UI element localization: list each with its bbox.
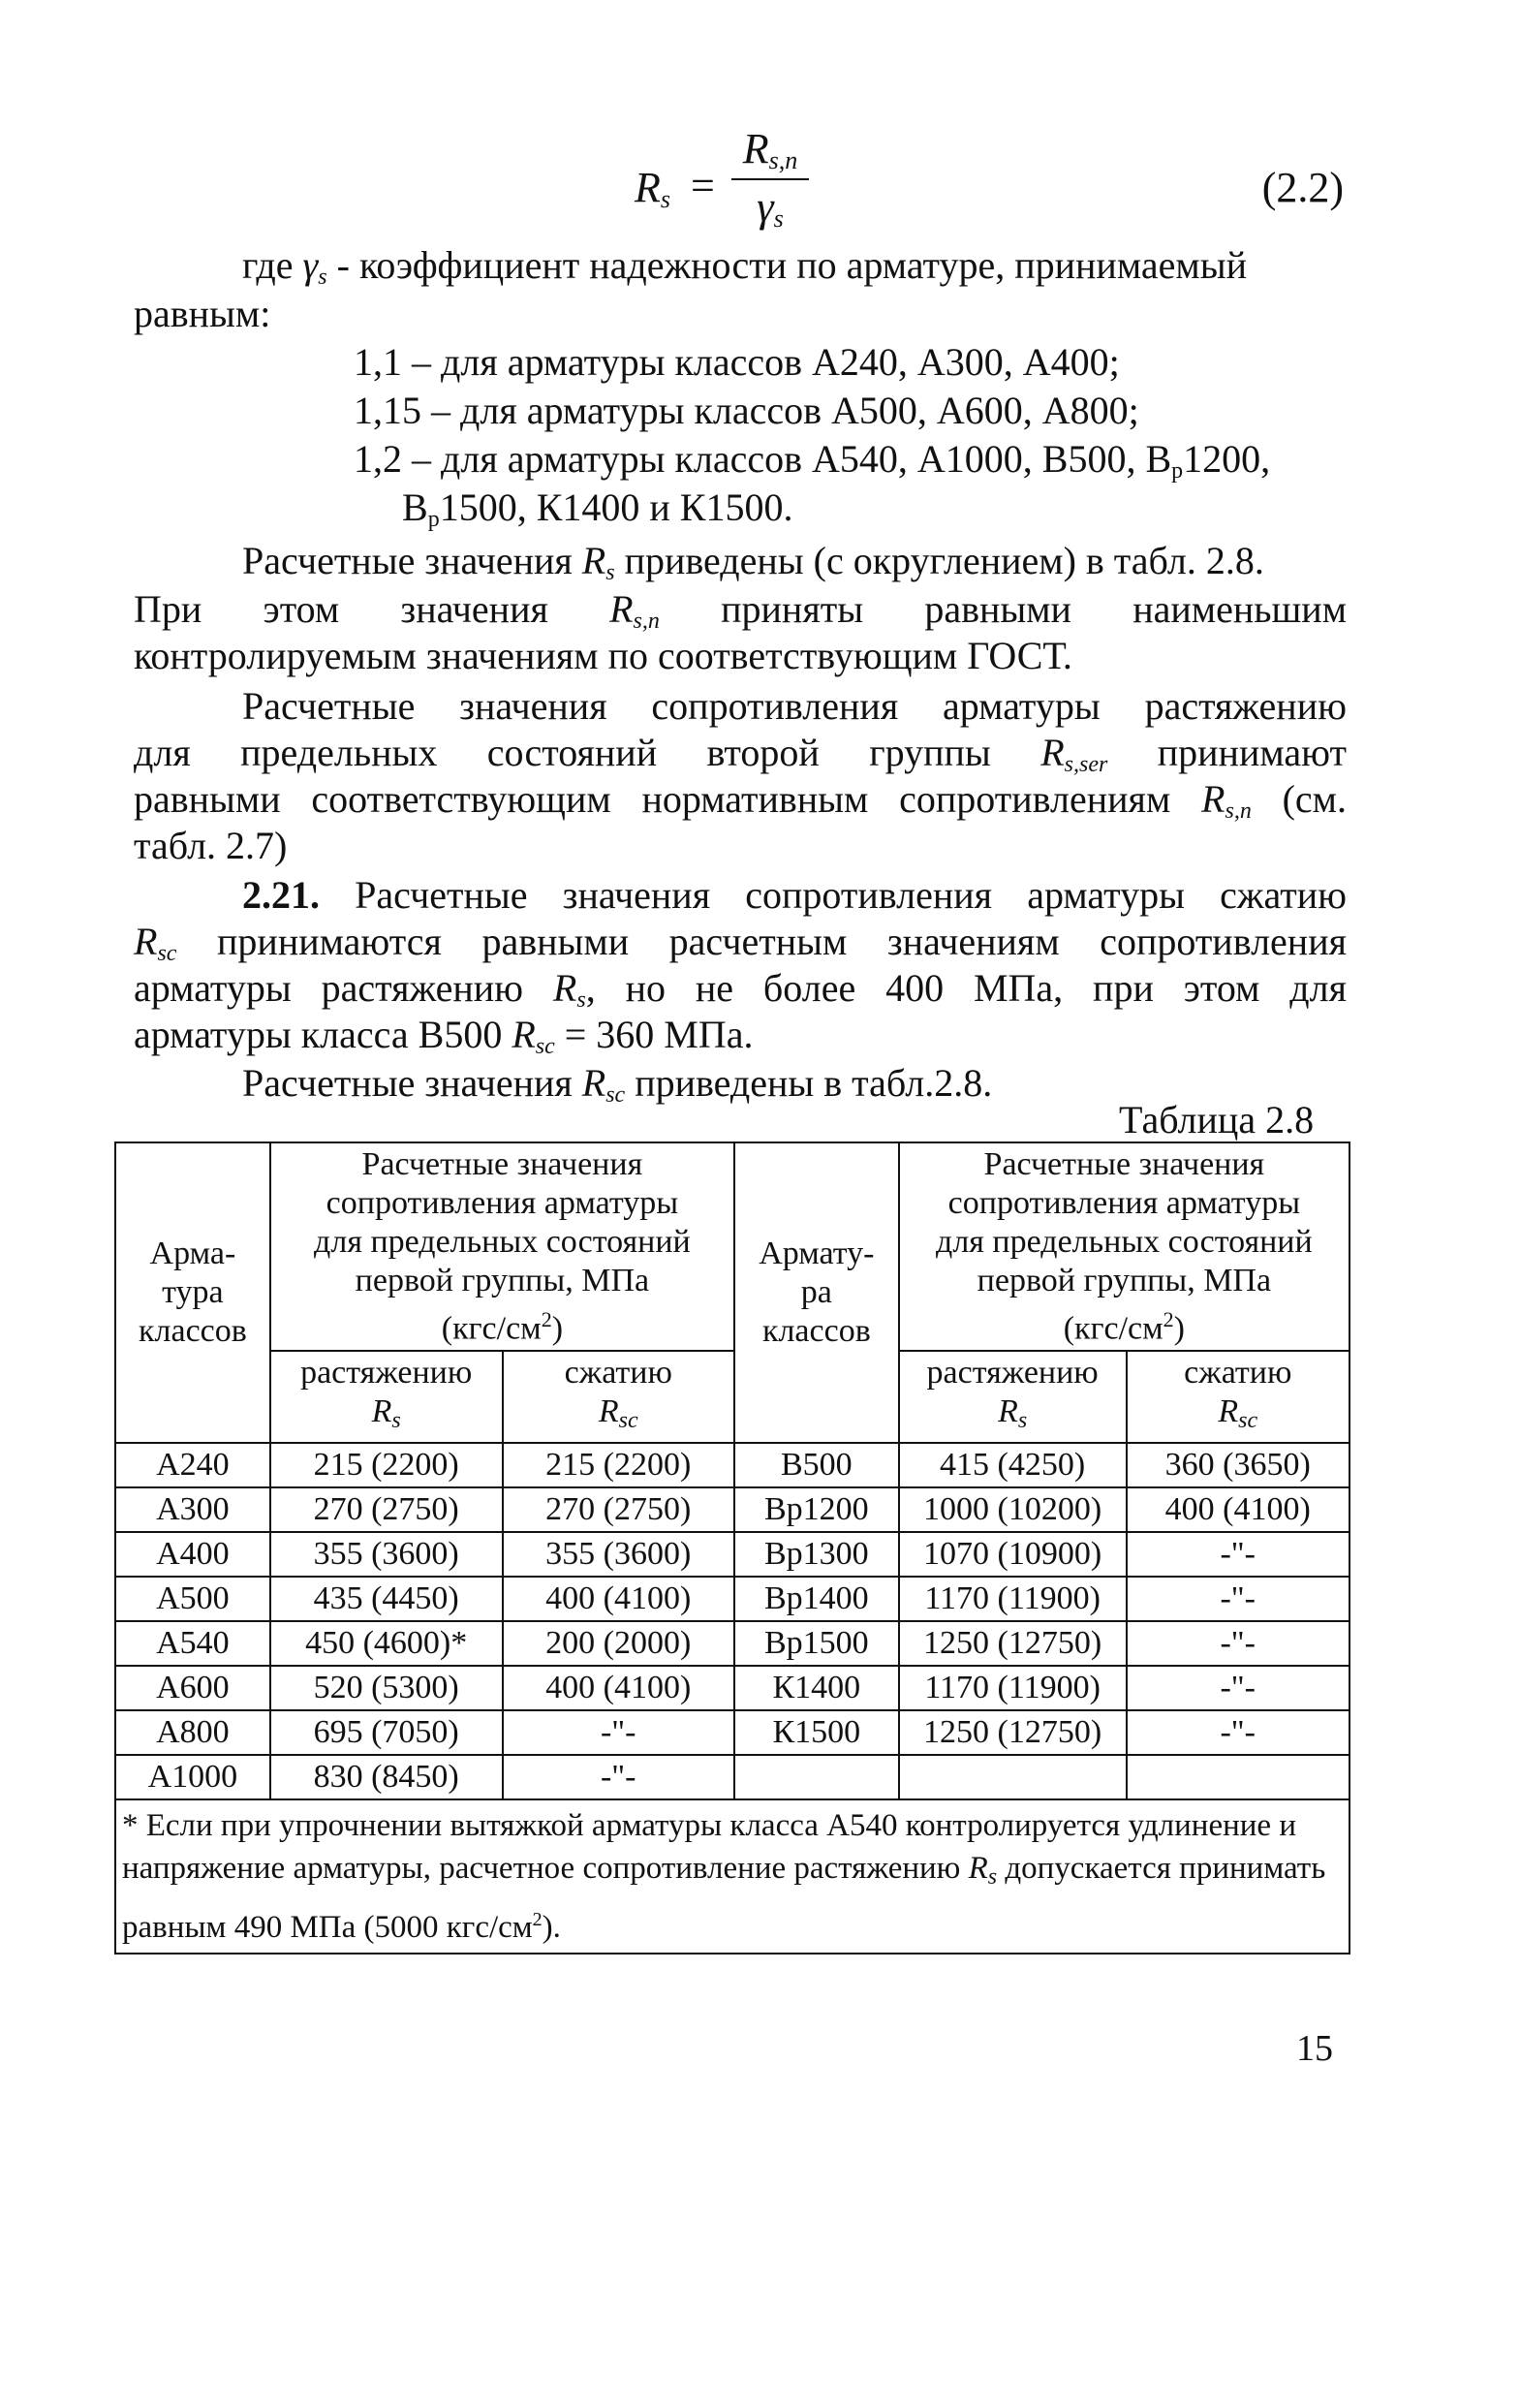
formula-lhs: $R_s$ (635, 164, 671, 213)
text: * Если при упрочнении вытяжкой арматуры класса А540 контролируется удлинение и напряжение арматуры, расчетное сопротивление растяжению (122, 1808, 1296, 1887)
paragraph-rs-line3: контролируемым значениям по соответствующим ГОСТ. (134, 634, 1072, 677)
cell-tension-left: 215 (2200) (270, 1443, 503, 1487)
text: = 360 МПа. (554, 1013, 754, 1056)
cell-compression-left: 270 (2750) (503, 1487, 734, 1532)
table-row (115, 1443, 1349, 1487)
text: равными соответствующим нормативным сопротивлениям (134, 777, 1202, 821)
cell-class-left: А400 (115, 1532, 270, 1577)
text: , но не более 400 МПа, при этом для (585, 966, 1348, 1010)
symbol-rsc: $R_{sc}$ (512, 1013, 555, 1059)
cell-compression-left: -"- (503, 1755, 734, 1799)
text: приведены (с округлением) в табл. 2.8. (614, 539, 1264, 582)
cell-tension-left: 355 (3600) (270, 1532, 503, 1577)
header-compression-right (1127, 1351, 1350, 1443)
cell-compression-left: 355 (3600) (503, 1532, 734, 1577)
table-row (115, 1532, 1349, 1577)
text: сжатию (1184, 1355, 1292, 1392)
fraction-numerator: $R_{s,n}$ (742, 125, 798, 174)
cell-tension-right: 1170 (11900) (899, 1577, 1127, 1621)
text: 1200, (1183, 437, 1271, 481)
text: приняты равными наименьшим (659, 587, 1347, 631)
cell-class-left: А540 (115, 1621, 270, 1666)
text: 2 (541, 1307, 552, 1331)
text: Расчетные значения (242, 539, 582, 582)
cell-class-right: Вр1400 (734, 1577, 899, 1621)
paragraph-gamma-def-cont: равным: (134, 292, 271, 335)
text: тура (162, 1274, 224, 1311)
symbol-rs: $R_s$ (998, 1393, 1028, 1434)
table-row (115, 1577, 1349, 1621)
symbol-rsn: $R_{s,n}$ (609, 587, 660, 634)
text: первой группы, МПа (977, 1263, 1272, 1298)
text: ) (1173, 1310, 1185, 1347)
cell-tension-right: 1070 (10900) (899, 1532, 1127, 1577)
formula-number: (2.2) (1261, 164, 1344, 211)
text: ) (551, 1310, 564, 1347)
text: р (1171, 458, 1184, 484)
table-row (115, 1487, 1349, 1532)
page-number: 15 (1296, 2028, 1333, 2069)
text: Расчетные значения (242, 1061, 582, 1105)
symbol-rs: $R_s$ (968, 1851, 998, 1891)
formula-fraction (731, 124, 809, 233)
cell-tension-left: 695 (7050) (270, 1710, 503, 1755)
symbol-rsser: $R_{s,ser}$ (1040, 731, 1108, 777)
header-tension-right (899, 1351, 1127, 1443)
cell-compression-right: -"- (1127, 1621, 1350, 1666)
cell-compression-left: 400 (4100) (503, 1666, 734, 1710)
cell-tension-right: 1250 (12750) (899, 1710, 1127, 1755)
text: где (242, 243, 303, 287)
cell-class-right: В500 (734, 1443, 899, 1487)
header-compression-left (503, 1351, 734, 1443)
text: сопротивления арматуры (947, 1185, 1301, 1221)
table-subheader-row (115, 1351, 1349, 1443)
table-caption: Таблица 2.8 (1119, 1098, 1315, 1141)
table-footnote (115, 1799, 1349, 1954)
text: растяжению (926, 1355, 1099, 1392)
cell-tension-right: 415 (4250) (899, 1443, 1127, 1487)
list-item-2: 1,15 – для арматуры классов А500, А600, А800; (354, 389, 1139, 432)
text: для предельных состояний (314, 1224, 691, 1260)
cell-tension-right: 1000 (10200) (899, 1487, 1127, 1532)
cell-class-right (734, 1755, 899, 1799)
text: ра (800, 1274, 832, 1311)
text: р (427, 507, 440, 532)
cell-tension-right: 1170 (11900) (899, 1666, 1127, 1710)
text: Расчетные значения (983, 1146, 1265, 1182)
cell-class-left: А1000 (115, 1755, 270, 1799)
text: для предельных состояний (936, 1224, 1313, 1260)
text: растяжению (300, 1355, 473, 1392)
symbol-rsc: $R_{sc}$ (1218, 1393, 1258, 1434)
table-2-8 (114, 1141, 1350, 1955)
cell-tension-left: 450 (4600)* (270, 1621, 503, 1666)
cell-class-left: А300 (115, 1487, 270, 1532)
paragraph-rsc-ref (242, 1060, 992, 1118)
header-class-right (734, 1142, 899, 1443)
text: принимают (1107, 731, 1347, 774)
symbol-rsn: $R_{s,n}$ (1201, 777, 1252, 824)
text: допускается принимать равным 490 МПа (5000 кгс/см (122, 1851, 1326, 1946)
cell-class-right: Вр1200 (734, 1487, 899, 1532)
text: ). (542, 1910, 561, 1946)
text: Арма- (149, 1235, 236, 1272)
text: классов (761, 1313, 871, 1350)
text: (см. (1251, 777, 1347, 821)
formula-2-2 (635, 124, 1390, 250)
text: 1500, К1400 и К1500. (439, 485, 793, 529)
cell-compression-left: 400 (4100) (503, 1577, 734, 1621)
cell-compression-right: -"- (1127, 1577, 1350, 1621)
symbol-rsc: $R_{sc}$ (598, 1393, 638, 1434)
cell-class-right: Вр1500 (734, 1621, 899, 1666)
symbol-rs: $R_s$ (371, 1393, 401, 1434)
text: В (402, 485, 428, 529)
cell-compression-right: 360 (3650) (1127, 1443, 1350, 1487)
text: арматуры класса В500 (134, 1013, 512, 1056)
paragraph-gamma-def (242, 242, 1347, 300)
symbol-rs: $R_s$ (552, 966, 586, 1013)
header-tension-left (270, 1351, 503, 1443)
table-header-row (115, 1142, 1349, 1351)
table-row (115, 1710, 1349, 1755)
text: первой группы, МПа (355, 1263, 650, 1298)
cell-compression-left: 215 (2200) (503, 1443, 734, 1487)
text: сжатию (564, 1355, 672, 1392)
cell-class-left: А240 (115, 1443, 270, 1487)
text: классов (139, 1313, 247, 1350)
text: Расчетные значения сопротивления арматуры сжатию (320, 873, 1347, 917)
text: Армату- (759, 1235, 875, 1272)
text: принимаются равными расчетным значениям сопротивления (176, 920, 1347, 963)
fraction-denominator: $\gamma_s$ (757, 183, 784, 233)
text: (кгс/см (1063, 1310, 1163, 1347)
fraction-bar (731, 178, 809, 180)
paragraph-ser-line1: Расчетные значения сопротивления арматуры растяжению (242, 684, 1347, 728)
text: - коэффициент надежности по арматуре, принимаемый (326, 243, 1247, 287)
cell-class-right: Вр1300 (734, 1532, 899, 1577)
text: арматуры растяжению (134, 966, 553, 1010)
paragraph-ser-line4: табл. 2.7) (134, 824, 288, 867)
symbol-rsc: $R_{sc}$ (581, 1061, 626, 1108)
header-group-right (899, 1142, 1349, 1351)
list-item-1: 1,1 – для арматуры классов А240, А300, А400; (354, 340, 1120, 384)
cell-compression-right: 400 (4100) (1127, 1487, 1350, 1532)
cell-compression-left: -"- (503, 1710, 734, 1755)
cell-compression-left: 200 (2000) (503, 1621, 734, 1666)
cell-tension-left: 830 (8450) (270, 1755, 503, 1799)
table-row (115, 1755, 1349, 1799)
symbol-rsc: $R_{sc}$ (134, 920, 177, 966)
text: 2 (532, 1909, 543, 1931)
table-row (115, 1666, 1349, 1710)
text: Расчетные значения (361, 1146, 643, 1182)
cell-class-left: А800 (115, 1710, 270, 1755)
list-item-3-cont (402, 485, 792, 543)
text: При этом значения (134, 587, 610, 631)
cell-tension-left: 270 (2750) (270, 1487, 503, 1532)
header-class-left (115, 1142, 270, 1443)
paragraph-ser-line3 (134, 776, 1347, 834)
cell-compression-right: -"- (1127, 1532, 1350, 1577)
text: (кгс/см (441, 1310, 542, 1347)
text: приведены в табл.2.8. (625, 1061, 993, 1105)
cell-compression-right (1127, 1755, 1350, 1799)
cell-class-left: А600 (115, 1666, 270, 1710)
cell-class-left: А500 (115, 1577, 270, 1621)
formula-equals: = (691, 162, 715, 209)
symbol-rs: $R_s$ (581, 539, 615, 585)
cell-class-right: К1400 (734, 1666, 899, 1710)
cell-tension-right: 1250 (12750) (899, 1621, 1127, 1666)
table-row (115, 1621, 1349, 1666)
section-number: 2.21. (242, 873, 320, 917)
section-2-21-line1 (242, 872, 1347, 919)
cell-class-right: К1500 (734, 1710, 899, 1755)
cell-tension-right (899, 1755, 1127, 1799)
cell-compression-right: -"- (1127, 1710, 1350, 1755)
cell-tension-left: 520 (5300) (270, 1666, 503, 1710)
text: для предельных состояний второй группы (134, 731, 1041, 774)
cell-tension-left: 435 (4450) (270, 1577, 503, 1621)
text: сопротивления арматуры (326, 1185, 679, 1221)
symbol-gamma: $\gamma_s$ (302, 243, 327, 290)
text: 1,2 – для арматуры классов А540, А1000, В500, В (354, 437, 1172, 481)
text: 2 (1163, 1307, 1174, 1331)
header-group-left (270, 1142, 734, 1351)
table-note-row (115, 1799, 1349, 1954)
cell-compression-right: -"- (1127, 1666, 1350, 1710)
